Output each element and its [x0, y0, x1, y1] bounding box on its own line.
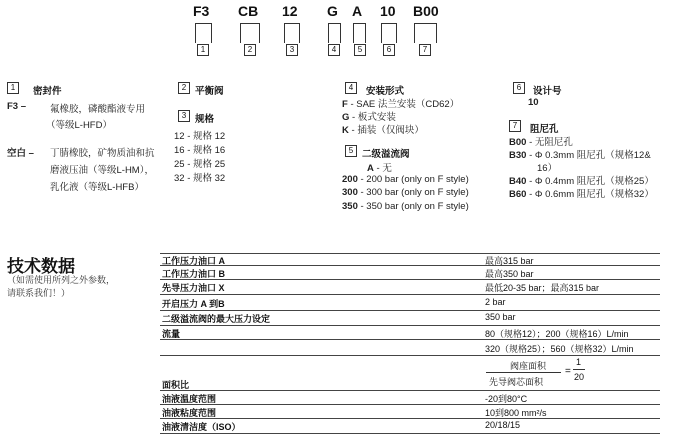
- section-title-design: 设计号: [533, 86, 562, 97]
- tech-row-label: 工作压力油口 A: [162, 256, 226, 266]
- size-item-12: 12 - 规格 12: [174, 131, 226, 142]
- area-ratio-numerator: 阀座面积: [510, 361, 547, 371]
- code-part-12: 12: [282, 3, 298, 19]
- code-num-3: 3: [286, 44, 298, 56]
- tech-row-label: 油液温度范围: [162, 394, 217, 404]
- section-num-3: 3: [178, 110, 190, 122]
- area-ratio-equals: =: [565, 366, 571, 377]
- code-part-b00: B00: [413, 3, 439, 19]
- code-num-2: 2: [244, 44, 256, 56]
- section-title-seals: 密封件: [33, 86, 62, 97]
- tech-row-label: 工作压力油口 B: [162, 269, 226, 279]
- tech-row-value: 350 bar: [485, 312, 516, 322]
- section-title-orifice: 阻尼孔: [530, 124, 559, 135]
- seal-blank-line2: 磨液压油（等级L-HM），: [50, 165, 154, 176]
- section-title-size: 规格: [195, 114, 215, 125]
- size-item-25: 25 - 规格 25: [174, 159, 226, 170]
- area-ratio-fraction-num: 1: [576, 357, 582, 367]
- tech-title: 技术数据: [7, 257, 75, 276]
- orifice-b60-key: B60: [509, 189, 527, 200]
- tech-row-label: 面积比: [162, 380, 190, 390]
- orifice-b30-key: B30: [509, 150, 527, 161]
- tech-row-value: 20/18/15: [485, 420, 521, 430]
- section-num-5: 5: [345, 145, 357, 157]
- code-num-7: 7: [419, 44, 431, 56]
- relief-200-key: 200: [342, 174, 358, 185]
- orifice-b30-cont: 16）: [537, 163, 558, 174]
- tech-row-label: 开启压力 A 到B: [162, 299, 225, 309]
- orifice-b40-text: - Φ 0.4mm 阻尼孔（规格25）: [526, 176, 654, 187]
- relief-a-key: A: [367, 163, 374, 174]
- tech-row-value: 320（规格25）；560（规格32）L/min: [485, 344, 634, 354]
- tech-row-label: 先导压力油口 X: [162, 283, 225, 293]
- tech-note-line1: （如需使用所列之外参数，: [7, 275, 116, 285]
- seal-blank-line3: 乳化液（等级L-HFB）: [50, 182, 144, 193]
- code-part-g: G: [327, 3, 338, 19]
- tech-row-value: -20到80°C: [485, 394, 528, 404]
- orifice-b40-key: B40: [509, 176, 527, 187]
- seal-f3-line2: （等级L-HFD）: [46, 120, 112, 131]
- relief-300-text: - 300 bar (only on F style): [357, 187, 469, 198]
- section-num-7: 7: [509, 120, 521, 132]
- code-num-6: 6: [383, 44, 395, 56]
- tech-row-value: 2 bar: [485, 297, 506, 307]
- tech-row-value: 最高315 bar: [485, 256, 534, 266]
- relief-200-text: - 200 bar (only on F style): [357, 174, 469, 185]
- relief-350-key: 350: [342, 201, 358, 212]
- code-part-a: A: [352, 3, 363, 19]
- size-item-16: 16 - 规格 16: [174, 145, 226, 156]
- area-ratio-denominator: 先导阀芯面积: [489, 377, 544, 387]
- mount-k-key: K: [342, 125, 349, 136]
- orifice-b00-key: B00: [509, 137, 527, 148]
- seal-f3-key: F3 –: [7, 101, 27, 112]
- section-title-balance: 平衡阀: [195, 86, 224, 97]
- section-num-1: 1: [7, 82, 19, 94]
- tech-row-value: 最低20-35 bar；最高315 bar: [485, 283, 600, 293]
- area-ratio-fraction-den: 20: [574, 372, 585, 382]
- mount-f-text: - SAE 法兰安装（CD62）: [347, 99, 460, 110]
- seal-blank-line1: 丁腈橡胶，矿物质油和抗: [50, 148, 155, 159]
- code-num-5: 5: [354, 44, 366, 56]
- code-num-4: 4: [328, 44, 340, 56]
- relief-350-text: - 350 bar (only on F style): [357, 201, 469, 212]
- mount-g-text: - 板式安装: [349, 112, 396, 123]
- section-num-6: 6: [513, 82, 525, 94]
- section-title-mounting: 安装形式: [366, 86, 405, 97]
- section-num-4: 4: [345, 82, 357, 94]
- relief-a-text: - 无: [373, 163, 392, 174]
- code-part-f3: F3: [193, 3, 210, 19]
- tech-row-value: 10到800 mm²/s: [485, 408, 547, 418]
- tech-row-label: 油液清洁度（ISO）: [162, 422, 241, 432]
- tech-row-value: 80（规格12）；200（规格16）L/min: [485, 329, 629, 339]
- mount-k-text: - 插装（仅阀块）: [348, 125, 424, 136]
- orifice-b60-text: - Φ 0.6mm 阻尼孔（规格32）: [526, 189, 654, 200]
- tech-row-label: 二级溢流阀的最大压力设定: [162, 314, 271, 324]
- tech-row-value: 最高350 bar: [485, 269, 534, 279]
- section-title-relief: 二级溢流阀: [362, 149, 410, 160]
- code-num-1: 1: [197, 44, 209, 56]
- tech-row-label: 流量: [162, 329, 181, 339]
- design-number-value: 10: [528, 97, 539, 108]
- tech-note-line2: 请联系我们！）: [7, 288, 71, 298]
- tech-row-label: 油液粘度范围: [162, 408, 217, 418]
- orifice-b30-text: - Φ 0.3mm 阻尼孔（规格12&: [526, 150, 651, 161]
- code-part-cb: CB: [238, 3, 259, 19]
- seal-f3-line1: 氟橡胶，磷酸酯液专用: [50, 104, 146, 115]
- relief-300-key: 300: [342, 187, 358, 198]
- code-part-10: 10: [380, 3, 396, 19]
- section-num-2: 2: [178, 82, 190, 94]
- seal-blank-key: 空白 –: [7, 148, 34, 159]
- mount-g-key: G: [342, 112, 350, 123]
- orifice-b00-text: - 无阻尼孔: [526, 137, 573, 148]
- mount-f-key: F: [342, 99, 348, 110]
- size-item-32: 32 - 规格 32: [174, 173, 226, 184]
